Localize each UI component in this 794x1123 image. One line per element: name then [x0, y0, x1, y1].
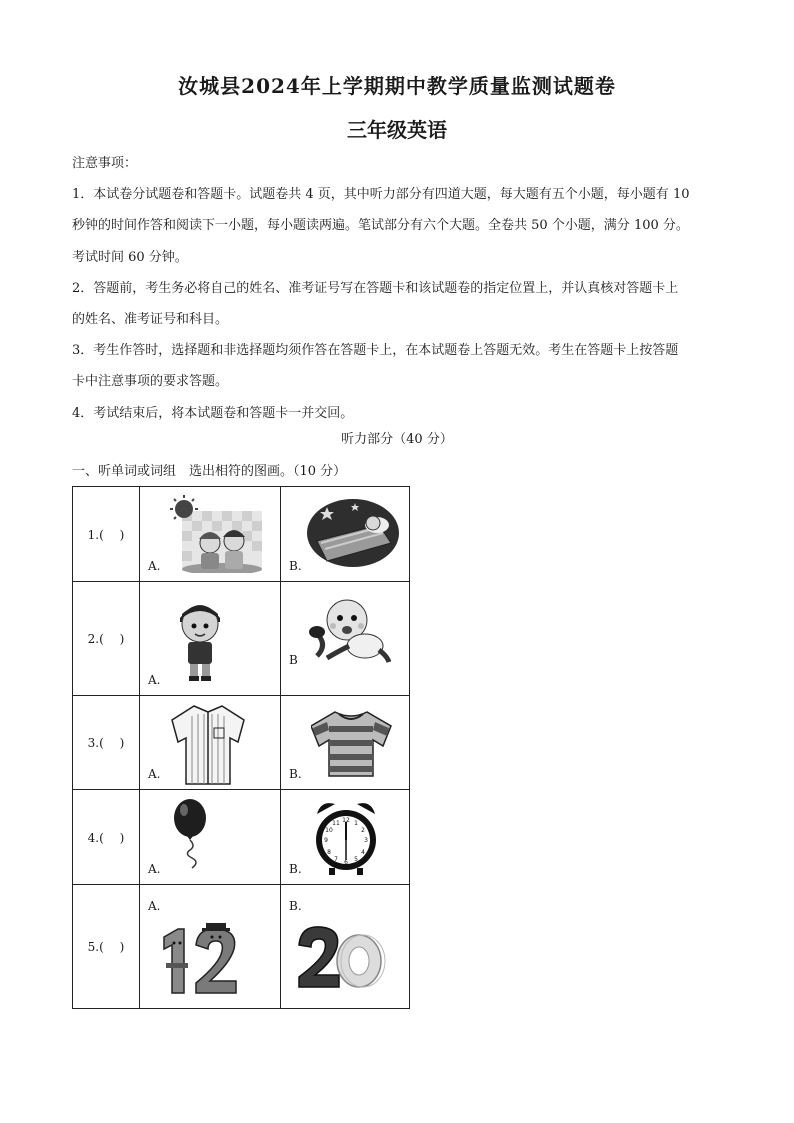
- table-row: [73, 582, 410, 696]
- svg-text:11: 11: [332, 820, 340, 827]
- notes-line: 的姓名、准考证号和科目。: [72, 312, 229, 328]
- svg-text:7: 7: [334, 856, 338, 863]
- notes-line: 秒钟的时间作答和阅读下一小题，每小题读两遍。笔试部分有六个大题。全卷共 50 个小题，满分 100 分。: [72, 218, 689, 234]
- option-b-label: B.: [289, 862, 302, 876]
- option-a-label: A.: [148, 767, 161, 781]
- alarm-clock-icon: [311, 798, 381, 876]
- option-a-label: A.: [148, 559, 161, 573]
- option-a-cell[interactable]: [140, 885, 281, 1009]
- option-b-cell[interactable]: [281, 582, 410, 696]
- number-20-icon: [295, 923, 391, 993]
- option-b-label: B.: [289, 899, 302, 913]
- question-number: 4.( ): [73, 790, 140, 885]
- listening-heading: 听力部分（40 分）: [341, 432, 453, 447]
- notes-line: 4．考试结束后，将本试题卷和答题卡一并交回。: [72, 405, 354, 421]
- shirt-icon: [166, 702, 250, 786]
- notes-line: 卡中注意事项的要求答题。: [72, 374, 229, 390]
- svg-text:4: 4: [361, 849, 365, 856]
- section-1-heading: 一、听单词或词组 选出相符的图画。（10 分）: [72, 464, 347, 479]
- sun-children-icon: [168, 495, 264, 573]
- option-a-cell[interactable]: [140, 696, 281, 790]
- balloon-icon: [170, 798, 214, 872]
- svg-text:9: 9: [324, 837, 328, 844]
- number-12-icon: [152, 923, 252, 999]
- notes-heading: 注意事项：: [72, 156, 138, 171]
- option-a-label: A.: [148, 899, 161, 913]
- option-a-label: A.: [148, 862, 161, 876]
- table-row: [73, 696, 410, 790]
- notes-block: [72, 148, 732, 429]
- svg-text:2: 2: [361, 827, 365, 834]
- notes-line: 2．答题前，考生务必将自己的姓名、准考证号写在答题卡和该试题卷的指定位置上，并认真核对答题卡上: [72, 280, 679, 296]
- notes-line: 3．考生作答时，选择题和非选择题均须作答在答题卡上，在本试题卷上答题无效。考生在答题卡上按答题: [72, 343, 679, 359]
- svg-text:5: 5: [354, 856, 358, 863]
- option-b-cell[interactable]: [281, 696, 410, 790]
- option-b-label: B.: [289, 559, 302, 573]
- notes-line: 考试时间 60 分钟。: [72, 249, 188, 265]
- table-row: [73, 487, 410, 582]
- option-b-cell[interactable]: [281, 487, 410, 582]
- svg-text:12: 12: [342, 817, 350, 824]
- question-table: [72, 486, 410, 1009]
- option-a-cell[interactable]: [140, 582, 281, 696]
- notes-line: 1．本试卷分试题卷和答题卡。试题卷共 4 页，其中听力部分有四道大题，每大题有五个小题，每小题有 10: [72, 187, 690, 203]
- option-a-label: A.: [148, 673, 161, 687]
- option-b-cell[interactable]: [281, 790, 410, 885]
- question-number: 1.( ): [73, 487, 140, 582]
- option-b-label: B.: [289, 767, 302, 781]
- question-number: 5.( ): [73, 885, 140, 1009]
- option-b-label: B: [289, 653, 298, 667]
- option-a-cell[interactable]: [140, 790, 281, 885]
- option-b-cell[interactable]: [281, 885, 410, 1009]
- boy-icon: [170, 596, 230, 682]
- crawling-baby-icon: [307, 596, 391, 666]
- table-row: [73, 885, 410, 1009]
- option-a-cell[interactable]: [140, 487, 281, 582]
- svg-text:3: 3: [364, 837, 368, 844]
- table-row: [73, 790, 410, 885]
- striped-t-shirt-icon: [311, 706, 393, 780]
- sleeping-in-bed-icon: [307, 497, 399, 571]
- svg-text:10: 10: [325, 827, 333, 834]
- svg-text:1: 1: [354, 820, 358, 827]
- exam-subtitle: 三年级英语: [347, 118, 447, 142]
- question-number: 3.( ): [73, 696, 140, 790]
- svg-text:6: 6: [344, 859, 348, 866]
- exam-title: 汝城县2024年上学期期中教学质量监测试题卷: [178, 74, 616, 98]
- svg-text:8: 8: [327, 849, 331, 856]
- question-number: 2.( ): [73, 582, 140, 696]
